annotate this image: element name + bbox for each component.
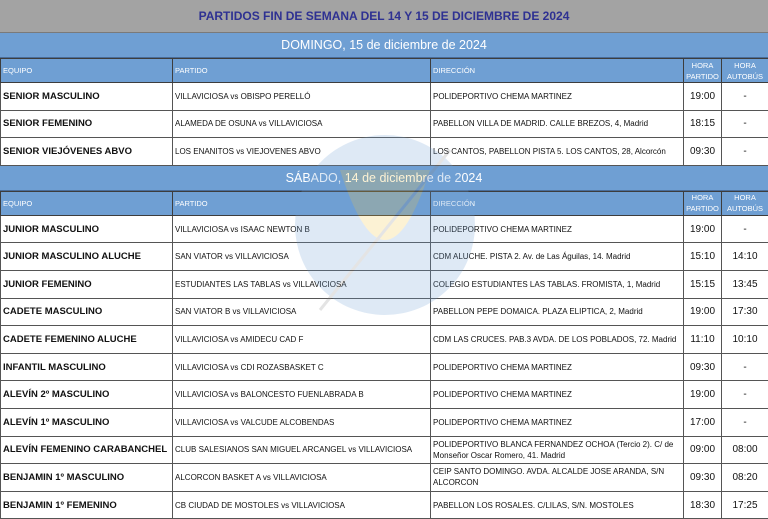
address-cell: POLIDEPORTIVO CHEMA MARTINEZ — [431, 381, 684, 409]
table-row — [1, 138, 768, 166]
header-hora-partido: HORA PARTIDO — [684, 191, 722, 215]
match-time-cell: 15:15 — [684, 270, 722, 298]
match-time-cell: 09:30 — [684, 138, 722, 166]
match-cell: CB CIUDAD DE MOSTOLES vs VILLAVICIOSA — [173, 491, 431, 519]
address-cell: COLEGIO ESTUDIANTES LAS TABLAS. FROMISTA, 1, Madrid — [431, 270, 684, 298]
table-row — [1, 408, 768, 436]
team-cell: SENIOR MASCULINO — [1, 83, 173, 111]
day-header: DOMINGO, 15 de diciembre de 2024 — [0, 33, 768, 58]
match-time-cell: 15:10 — [684, 243, 722, 271]
table-row — [1, 326, 768, 354]
header-direccion: DIRECCIÓN — [431, 191, 684, 215]
address-cell: POLIDEPORTIVO BLANCA FERNANDEZ OCHOA (Tercio 2). C/ de Monseñor Oscar Romero, 41. Madrid — [431, 436, 684, 464]
match-cell: SAN VIATOR B vs VILLAVICIOSA — [173, 298, 431, 326]
address-cell: POLIDEPORTIVO CHEMA MARTINEZ — [431, 215, 684, 243]
team-cell: JUNIOR FEMENINO — [1, 270, 173, 298]
team-cell: SENIOR VIEJÓVENES ABVO — [1, 138, 173, 166]
table-row — [1, 110, 768, 138]
bus-time-cell: - — [722, 353, 768, 381]
table-header — [1, 191, 768, 215]
team-cell: CADETE MASCULINO — [1, 298, 173, 326]
table-row — [1, 491, 768, 519]
bus-time-cell: 14:10 — [722, 243, 768, 271]
match-time-cell: 19:00 — [684, 298, 722, 326]
address-cell: POLIDEPORTIVO CHEMA MARTINEZ — [431, 353, 684, 381]
header-hora-partido: HORA PARTIDO — [684, 59, 722, 83]
match-time-cell: 18:15 — [684, 110, 722, 138]
match-cell: VILLAVICIOSA vs CDI ROZASBASKET C — [173, 353, 431, 381]
team-cell: ALEVÍN FEMENINO CARABANCHEL — [1, 436, 173, 464]
match-cell: CLUB SALESIANOS SAN MIGUEL ARCANGEL vs VILLAVICIOSA — [173, 436, 431, 464]
address-cell: LOS CANTOS, PABELLON PISTA 5. LOS CANTOS, 28, Alcorcón — [431, 138, 684, 166]
address-cell: CEIP SANTO DOMINGO. AVDA. ALCALDE JOSE ARANDA, S/N ALCORCON — [431, 464, 684, 492]
header-direccion: DIRECCIÓN — [431, 59, 684, 83]
bus-time-cell: - — [722, 381, 768, 409]
bus-time-cell: 17:30 — [722, 298, 768, 326]
match-time-cell: 09:30 — [684, 464, 722, 492]
match-cell: VILLAVICIOSA vs AMIDECU CAD F — [173, 326, 431, 354]
matches-table — [0, 191, 768, 519]
match-time-cell: 17:00 — [684, 408, 722, 436]
match-time-cell: 19:00 — [684, 381, 722, 409]
table-row — [1, 215, 768, 243]
table-row — [1, 381, 768, 409]
match-cell: ESTUDIANTES LAS TABLAS vs VILLAVICIOSA — [173, 270, 431, 298]
bus-time-cell: - — [722, 138, 768, 166]
match-time-cell: 09:30 — [684, 353, 722, 381]
match-cell: VILLAVICIOSA vs ISAAC NEWTON B — [173, 215, 431, 243]
day-header: SÁBADO, 14 de diciembre de 2024 — [0, 166, 768, 191]
address-cell: POLIDEPORTIVO CHEMA MARTINEZ — [431, 408, 684, 436]
match-cell: ALAMEDA DE OSUNA vs VILLAVICIOSA — [173, 110, 431, 138]
address-cell: CDM LAS CRUCES. PAB.3 AVDA. DE LOS POBLADOS, 72. Madrid — [431, 326, 684, 354]
team-cell: INFANTIL MASCULINO — [1, 353, 173, 381]
team-cell: BENJAMIN 1º MASCULINO — [1, 464, 173, 492]
table-row — [1, 353, 768, 381]
bus-time-cell: - — [722, 408, 768, 436]
bus-time-cell: - — [722, 215, 768, 243]
match-cell: ALCORCON BASKET A vs VILLAVICIOSA — [173, 464, 431, 492]
table-row — [1, 83, 768, 111]
team-cell: JUNIOR MASCULINO ALUCHE — [1, 243, 173, 271]
address-cell: PABELLON LOS ROSALES. C/LILAS, S/N. MOSTOLES — [431, 491, 684, 519]
team-cell: CADETE FEMENINO ALUCHE — [1, 326, 173, 354]
header-hora-autobus: HORA AUTOBÚS — [722, 191, 768, 215]
address-cell: POLIDEPORTIVO CHEMA MARTINEZ — [431, 83, 684, 111]
match-time-cell: 18:30 — [684, 491, 722, 519]
header-hora-autobus: HORA AUTOBÚS — [722, 59, 768, 83]
address-cell: PABELLON VILLA DE MADRID. CALLE BREZOS, 4, Madrid — [431, 110, 684, 138]
bus-time-cell: - — [722, 83, 768, 111]
team-cell: SENIOR FEMENINO — [1, 110, 173, 138]
table-row — [1, 270, 768, 298]
header-equipo: EQUIPO — [1, 191, 173, 215]
matches-table — [0, 58, 768, 166]
page-title: PARTIDOS FIN DE SEMANA DEL 14 Y 15 DE DICIEMBRE DE 2024 — [0, 0, 768, 33]
table-row — [1, 436, 768, 464]
schedule — [0, 33, 768, 519]
bus-time-cell: 08:00 — [722, 436, 768, 464]
table-row — [1, 298, 768, 326]
header-equipo: EQUIPO — [1, 59, 173, 83]
address-cell: PABELLON PEPE DOMAICA. PLAZA ELIPTICA, 2, Madrid — [431, 298, 684, 326]
address-cell: CDM ALUCHE. PISTA 2. Av. de Las Águilas, 14. Madrid — [431, 243, 684, 271]
bus-time-cell: 08:20 — [722, 464, 768, 492]
match-time-cell: 11:10 — [684, 326, 722, 354]
match-time-cell: 19:00 — [684, 215, 722, 243]
team-cell: BENJAMIN 1º FEMENINO — [1, 491, 173, 519]
table-header — [1, 59, 768, 83]
team-cell: ALEVÍN 2º MASCULINO — [1, 381, 173, 409]
header-partido: PARTIDO — [173, 59, 431, 83]
match-cell: VILLAVICIOSA vs OBISPO PERELLÓ — [173, 83, 431, 111]
match-time-cell: 09:00 — [684, 436, 722, 464]
match-cell: SAN VIATOR vs VILLAVICIOSA — [173, 243, 431, 271]
bus-time-cell: 17:25 — [722, 491, 768, 519]
bus-time-cell: - — [722, 110, 768, 138]
table-row — [1, 243, 768, 271]
match-cell: LOS ENANITOS vs VIEJOVENES ABVO — [173, 138, 431, 166]
bus-time-cell: 13:45 — [722, 270, 768, 298]
match-time-cell: 19:00 — [684, 83, 722, 111]
match-cell: VILLAVICIOSA vs VALCUDE ALCOBENDAS — [173, 408, 431, 436]
table-row — [1, 464, 768, 492]
header-partido: PARTIDO — [173, 191, 431, 215]
bus-time-cell: 10:10 — [722, 326, 768, 354]
match-cell: VILLAVICIOSA vs BALONCESTO FUENLABRADA B — [173, 381, 431, 409]
team-cell: JUNIOR MASCULINO — [1, 215, 173, 243]
team-cell: ALEVÍN 1º MASCULINO — [1, 408, 173, 436]
